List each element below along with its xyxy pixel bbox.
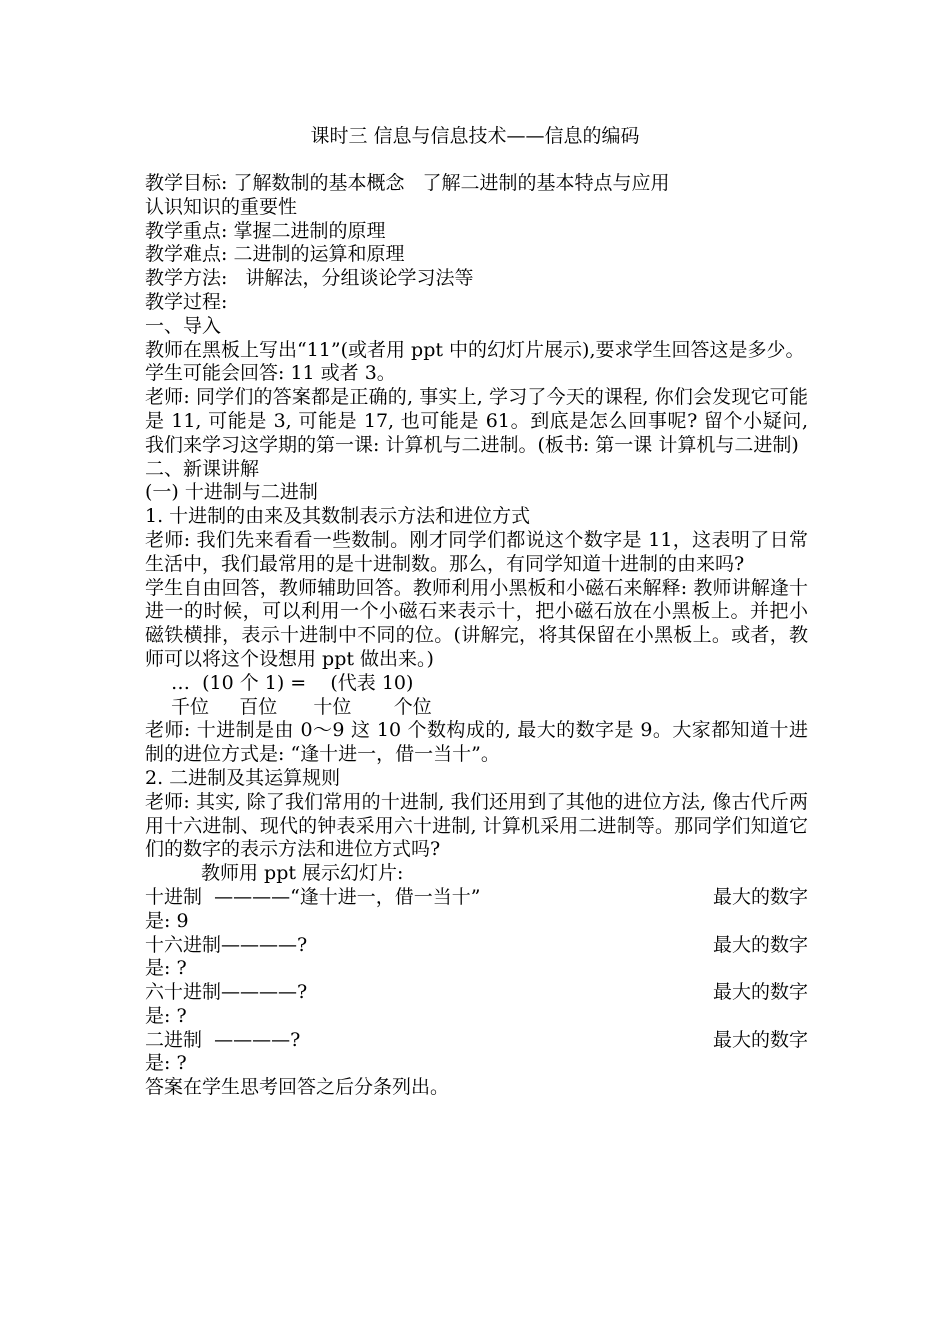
subsection-1-heading: (一) 十进制与二进制 xyxy=(145,481,318,504)
base-row-right: 最大的数字 xyxy=(712,981,808,1004)
base-row-right: 最大的数字 xyxy=(712,1028,808,1051)
key-point: 教学重点: 掌握二进制的原理 xyxy=(145,219,386,242)
base-row-left: 六十进制————? xyxy=(145,981,308,1004)
base-row-continuation: 是: ? xyxy=(145,1052,187,1075)
goals-line-2: 认识知识的重要性 xyxy=(145,195,298,218)
item-1-heading: 1. 十进制的由来及其数制表示方法和进位方式 xyxy=(145,505,531,528)
intro-paragraph-2: 学生可能会回答: 11 或者 3。 xyxy=(145,362,396,385)
base-row-continuation: 是: ? xyxy=(145,1004,187,1027)
base-row-left: 十六进制————? xyxy=(145,933,308,956)
item-2-heading: 2. 二进制及其运算规则 xyxy=(145,766,341,789)
goals-line-1: 教学目标: 了解数制的基本概念 了解二进制的基本特点与应用 xyxy=(145,172,670,194)
process-heading: 教学过程: xyxy=(145,290,228,313)
section-2-heading: 二、新课讲解 xyxy=(145,457,260,480)
base-row-left: 二进制 ————? xyxy=(145,1028,301,1051)
base-row-left: 十进制 ————“逢十进一，借一当十” xyxy=(145,885,481,908)
closing-paragraph: 答案在学生思考回答之后分条列出。 xyxy=(145,1076,450,1099)
base-row-binary xyxy=(145,1029,808,1053)
method: 教学方法: 讲解法，分组谈论学习法等 xyxy=(145,267,474,290)
base-row-decimal xyxy=(145,886,808,910)
binary-paragraph-1: 老师: 其实, 除了我们常用的十进制, 我们还用到了其他的进位方法, 像古代斤两用十六进制、现代的钟表采用六十进制, 计算机采用二进制等。那同学们知道它们的数字的表示方法和进位方式吗? xyxy=(145,790,808,861)
intro-paragraph-3: 老师: 同学们的答案都是正确的, 事实上, 学习了今天的课程, 你们会发现它可能是 11, 可能是 3, 可能是 17, 也可能是 61。到底是怎么回事呢? 留个小疑问, 我们来学习这学期的第一课: 计算机与二进制。(板书: 第一课 计算机与二进制) xyxy=(145,386,808,456)
intro-paragraph-1: 教师在黑板上写出“11”(或者用 ppt 中的幻灯片展示),要求学生回答这是多少。 xyxy=(145,338,805,361)
base-row-sexagesimal xyxy=(145,981,808,1005)
base-row-hexadecimal xyxy=(145,934,808,958)
slide-intro: 教师用 ppt 展示幻灯片: xyxy=(201,862,404,885)
base-row-right: 最大的数字 xyxy=(712,885,808,908)
section-1-heading: 一、导入 xyxy=(145,314,222,337)
difficulty: 教学难点: 二进制的运算和原理 xyxy=(145,243,405,266)
decimal-paragraph-2: 学生自由回答，教师辅助回答。教师利用小黑板和小磁石来解释: 教师讲解逢十进一的时候，可以利用一个小磁石来表示十，把小磁石放在小黑板上。并把小磁铁横排，表示十进制中不同的位。(讲解完，将其保留在小黑板上。或者，教师可以将这个设想用 ppt 做出来。) xyxy=(145,576,808,670)
decimal-paragraph-1: 老师: 我们先来看看一些数制。刚才同学们都说这个数字是 11，这表明了日常生活中，我们最常用的是十进制数。那么，有同学知道十进制的由来吗? xyxy=(145,528,808,575)
decimal-paragraph-3: 老师: 十进制是由 0～9 这 10 个数构成的, 最大的数字是 9。大家都知道十进制的进位方式是: “逢十进一，借一当十”。 xyxy=(145,719,808,766)
base-row-right: 最大的数字 xyxy=(712,933,808,956)
base-row-continuation: 是: ? xyxy=(145,957,187,980)
page-title: 课时三 信息与信息技术——信息的编码 xyxy=(310,125,640,147)
place-value-row: 千位 百位 十位 个位 xyxy=(171,695,432,718)
document-body xyxy=(145,172,808,1100)
base-row-continuation: 是: 9 xyxy=(145,909,189,932)
magnet-diagram-row: … (10 个 1) = (代表 10) xyxy=(171,671,414,694)
